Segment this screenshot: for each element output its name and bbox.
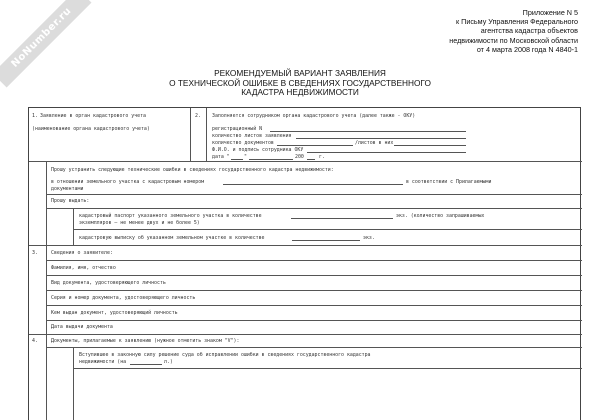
divider xyxy=(46,275,582,276)
divider xyxy=(46,347,582,348)
issue-option-extract-tail: экз. xyxy=(363,235,375,241)
documents-count-label: количество документов xyxy=(212,140,274,146)
officer-signature-label: Ф.И.О. и подпись сотрудника ОКУ xyxy=(212,147,304,153)
issue-label: Прошу выдать: xyxy=(51,198,90,204)
title-line: О ТЕХНИЧЕСКОЙ ОШИБКЕ В СВЕДЕНИЯХ ГОСУДАРСТВЕННОГО xyxy=(169,77,431,88)
divider xyxy=(206,108,207,161)
section-3-number: 3. xyxy=(32,250,38,256)
issue-option-passport-mid: экз. (количество запрашиваемых xyxy=(396,213,485,219)
document-title xyxy=(140,69,460,98)
section-4-number: 4. xyxy=(32,338,38,344)
divider xyxy=(73,347,74,420)
divider xyxy=(46,305,582,306)
divider xyxy=(73,368,582,369)
date-year-suffix: г. xyxy=(319,154,325,160)
issue-option-extract: кадастровую выписку об указанном земельном участке в количестве xyxy=(79,235,265,241)
date-year-prefix: 200 xyxy=(295,154,304,160)
documents-sheets-field[interactable] xyxy=(394,145,466,146)
divider xyxy=(29,245,582,246)
parcel-tail: в соответствии с Прилагаемыми xyxy=(406,179,492,185)
appendix-line: Приложение N 5 xyxy=(522,8,578,17)
appendix-line: к Письму Управления Федерального xyxy=(456,17,578,27)
attachment-sheets-field[interactable] xyxy=(130,364,162,365)
divider xyxy=(46,194,582,195)
section-2-number: 2. xyxy=(195,113,201,119)
issue-option-passport-line2: экземпляров – не менее двух и не более 5) xyxy=(79,220,200,226)
section-1-label: Заявление в орган кадастрового учета xyxy=(40,113,146,119)
date-label: дата " xyxy=(212,154,230,160)
divider xyxy=(46,208,582,209)
watermark: NoNumber.ru xyxy=(0,0,91,87)
divider xyxy=(46,320,582,321)
field-document-issuer: Кем выдан документ, удостоверяющий личность xyxy=(51,310,178,316)
section-2-header: Заполняется сотрудником органа кадастрового учета (далее также - ОКУ) xyxy=(212,113,416,119)
request-text: Прошу устранить следующие технические ошибки в сведениях государственного кадастра недвижимости: xyxy=(51,167,334,173)
appendix-line: от 4 марта 2008 года N 4840-1 xyxy=(476,44,578,54)
officer-signature-field[interactable] xyxy=(307,152,466,153)
date-month-field[interactable] xyxy=(249,159,293,160)
extract-count-field[interactable] xyxy=(292,240,360,241)
attachment-court-decision-line2: недвижимости (на xyxy=(79,359,127,365)
sheets-count-field[interactable] xyxy=(296,138,466,139)
registration-number-field[interactable] xyxy=(270,131,466,132)
date-year-field[interactable] xyxy=(307,159,315,160)
date-day-field[interactable] xyxy=(231,159,243,160)
documents-sheets-label: /листов в них xyxy=(355,140,394,146)
sheets-count-label: количество листов заявления xyxy=(212,133,292,139)
appendix-header xyxy=(378,8,578,54)
title-line: КАДАСТРА НЕДВИЖИМОСТИ xyxy=(241,87,359,98)
divider xyxy=(46,260,582,261)
field-document-series: Серия и номер документа, удостоверяющего личность xyxy=(51,295,196,301)
documents-count-field[interactable] xyxy=(277,145,353,146)
divider xyxy=(46,290,582,291)
cadastral-number-field[interactable] xyxy=(223,184,403,185)
divider xyxy=(29,161,582,162)
attachment-court-decision-end: л.) xyxy=(164,359,173,365)
section-4-label: Документы, прилагаемые к заявлению (нужное отметить знаком "V"): xyxy=(51,338,240,344)
registration-number-label: регистрационный N xyxy=(212,126,263,132)
divider xyxy=(73,208,74,245)
field-document-type: Вид документа, удостоверяющего личность xyxy=(51,280,166,286)
title-line: РЕКОМЕНДУЕМЫЙ ВАРИАНТ ЗАЯВЛЕНИЯ xyxy=(214,68,386,78)
section-3-label: Сведения о заявителе: xyxy=(51,250,113,256)
field-full-name: Фамилия, имя, отчество xyxy=(51,265,116,271)
parcel-label: в отношении земельного участка с кадастровым номером xyxy=(51,179,205,185)
field-document-date: Дата выдачи документа xyxy=(51,324,113,330)
divider xyxy=(73,229,582,230)
appendix-line: агентства кадастра объектов xyxy=(480,26,578,36)
divider xyxy=(29,334,582,335)
date-quote: " xyxy=(244,154,247,160)
parcel-tail-2: документами xyxy=(51,186,84,192)
passport-count-field[interactable] xyxy=(291,218,393,219)
section-1-sublabel: (наименование органа кадастрового учета) xyxy=(32,126,150,132)
attachment-court-decision: Вступившее в законную силу решение суда об исправлении ошибки в сведениях государственного кадастра xyxy=(79,352,371,358)
section-1-number: 1. xyxy=(32,113,38,119)
issue-option-passport: кадастровый паспорт указанного земельного участка в количестве xyxy=(79,213,262,219)
application-form xyxy=(28,107,581,420)
appendix-line: недвижимости по Московской области xyxy=(449,35,578,45)
divider xyxy=(190,108,191,161)
